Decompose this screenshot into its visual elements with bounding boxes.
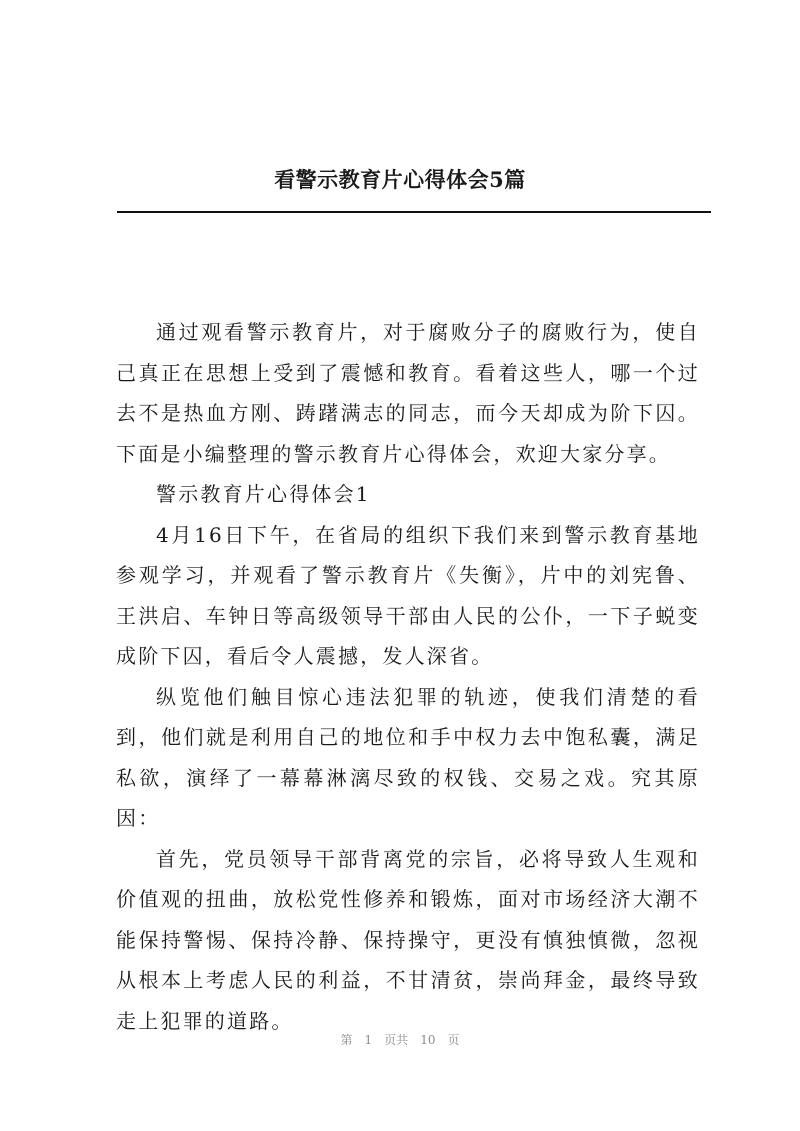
- page-label-mid: 页共: [384, 1033, 409, 1047]
- page-label-suffix: 页: [447, 1033, 460, 1047]
- body-paragraph-overview: 纵览他们触目惊心违法犯罪的轨迹，使我们清楚的看到，他们就是利用自己的地位和手中权力去中饱私囊，满足私欲，演绎了一幕幕淋漓尽致的权钱、交易之戏。究其原因：: [116, 684, 700, 830]
- body-paragraph-visit: 4月16日下午，在省局的组织下我们来到警示教育基地参观学习，并观看了警示教育片《失衡》，片中的刘宪鲁、王洪启、车钟日等高级领导干部由人民的公仆，一下子蜕变成阶下囚，看后令人震撼，发人深省。: [116, 522, 700, 668]
- document-title: 看警示教育片心得体会5篇: [274, 167, 526, 192]
- document-body: [116, 312, 700, 1041]
- section-heading: 警示教育片心得体会1: [156, 482, 371, 506]
- total-pages-number: 10: [420, 1033, 436, 1047]
- page-footer: [0, 1031, 800, 1048]
- page-label-prefix: 第: [340, 1033, 353, 1047]
- intro-paragraph: 通过观看警示教育片，对于腐败分子的腐败行为，使自己真正在思想上受到了震憾和教育。看着这些人，哪一个过去不是热血方刚、踌躇满志的同志，而今天却成为阶下囚。下面是小编整理的警示教育片心得体会，欢迎大家分享。: [116, 320, 700, 466]
- body-paragraph-first-reason: 首先，党员领导干部背离党的宗旨，必将导致人生观和价值观的扭曲，放松党性修养和锻炼，面对市场经济大潮不能保持警惕、保持冷静、保持操守，更没有慎独慎微，忽视从根本上考虑人民的利益，不甘清贫，崇尚拜金，最终导致走上犯罪的道路。: [116, 846, 700, 1033]
- current-page-number: 1: [364, 1033, 373, 1047]
- title-underline: [117, 211, 711, 213]
